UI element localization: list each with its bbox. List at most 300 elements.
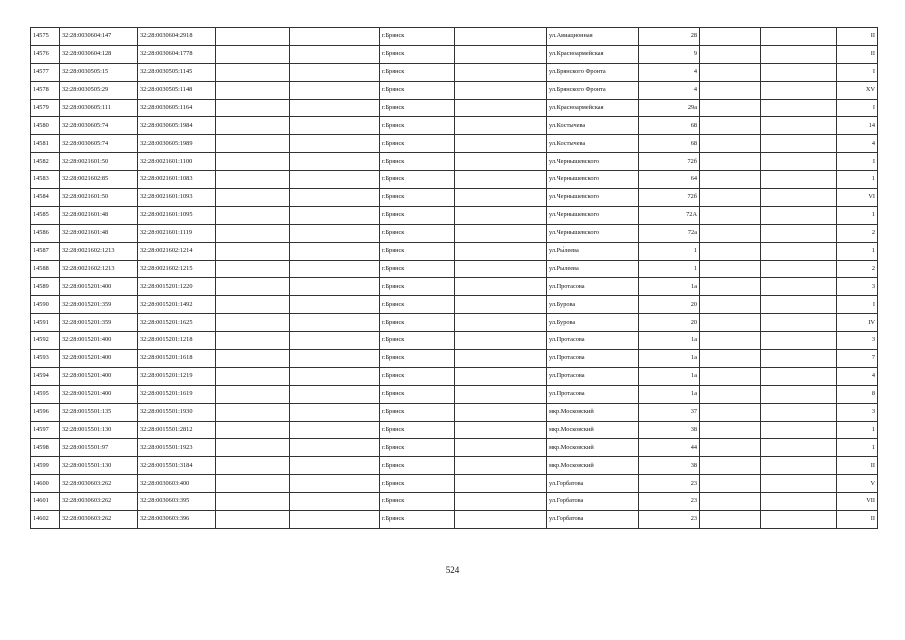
cell-premises-number: XV	[837, 81, 878, 99]
cell-land-cadastral-number: 32:28:0015201:359	[60, 314, 138, 332]
cell-premises-number: V	[837, 475, 878, 493]
cell-street: мкр.Московский	[547, 439, 639, 457]
cell-land-cadastral-number: 32:28:0030605:74	[60, 135, 138, 153]
cell-blank-col-10	[700, 135, 761, 153]
cell-blank-col-7	[455, 350, 547, 368]
cell-object-cadastral-number: 32:28:0030605:1164	[138, 99, 216, 117]
cell-land-cadastral-number: 32:28:0021601:50	[60, 189, 138, 207]
cell-row-number: 14599	[31, 457, 60, 475]
cell-blank-col-5	[290, 224, 380, 242]
cell-blank-col-4	[216, 206, 290, 224]
cell-blank-col-10	[700, 475, 761, 493]
cell-street: ул.Брянского Фронта	[547, 81, 639, 99]
cell-city: г.Брянск	[380, 206, 455, 224]
table-row	[31, 475, 878, 493]
cell-premises-number: 3	[837, 278, 878, 296]
table-row	[31, 224, 878, 242]
cell-blank-col-7	[455, 206, 547, 224]
cell-city: г.Брянск	[380, 296, 455, 314]
cell-land-cadastral-number: 32:28:0021601:48	[60, 206, 138, 224]
cell-blank-col-11	[761, 421, 837, 439]
cell-premises-number: 3	[837, 332, 878, 350]
cell-blank-col-10	[700, 296, 761, 314]
cell-blank-col-7	[455, 457, 547, 475]
cell-street: ул.Костычева	[547, 135, 639, 153]
cell-object-cadastral-number: 32:28:0015201:1625	[138, 314, 216, 332]
cell-row-number: 14595	[31, 385, 60, 403]
table-row	[31, 99, 878, 117]
cell-blank-col-11	[761, 242, 837, 260]
cell-blank-col-7	[455, 475, 547, 493]
registry-table	[30, 27, 878, 529]
cell-blank-col-4	[216, 99, 290, 117]
cell-object-cadastral-number: 32:28:0015201:1218	[138, 332, 216, 350]
cell-premises-number: 1	[837, 439, 878, 457]
cell-land-cadastral-number: 32:28:0015501:135	[60, 403, 138, 421]
cell-house-number: 4	[639, 63, 700, 81]
cell-blank-col-5	[290, 206, 380, 224]
cell-blank-col-5	[290, 28, 380, 46]
table-row	[31, 206, 878, 224]
cell-blank-col-5	[290, 332, 380, 350]
cell-blank-col-5	[290, 511, 380, 529]
cell-blank-col-10	[700, 439, 761, 457]
cell-blank-col-5	[290, 99, 380, 117]
cell-blank-col-11	[761, 206, 837, 224]
cell-city: г.Брянск	[380, 385, 455, 403]
table-row	[31, 385, 878, 403]
table-row	[31, 296, 878, 314]
cell-blank-col-5	[290, 296, 380, 314]
cell-city: г.Брянск	[380, 403, 455, 421]
cell-blank-col-11	[761, 332, 837, 350]
cell-land-cadastral-number: 32:28:0015201:400	[60, 385, 138, 403]
cell-premises-number: VII	[837, 493, 878, 511]
cell-blank-col-11	[761, 314, 837, 332]
cell-premises-number: VI	[837, 189, 878, 207]
cell-blank-col-7	[455, 224, 547, 242]
cell-premises-number: 3	[837, 403, 878, 421]
cell-city: г.Брянск	[380, 332, 455, 350]
cell-object-cadastral-number: 32:28:0015501:2812	[138, 421, 216, 439]
cell-premises-number: 4	[837, 135, 878, 153]
cell-row-number: 14582	[31, 153, 60, 171]
cell-row-number: 14600	[31, 475, 60, 493]
cell-blank-col-10	[700, 385, 761, 403]
cell-premises-number: I	[837, 153, 878, 171]
cell-blank-col-5	[290, 45, 380, 63]
cell-land-cadastral-number: 32:28:0021601:50	[60, 153, 138, 171]
cell-blank-col-4	[216, 350, 290, 368]
registry-table-body	[31, 28, 878, 529]
cell-premises-number: 7	[837, 350, 878, 368]
cell-blank-col-11	[761, 189, 837, 207]
cell-city: г.Брянск	[380, 242, 455, 260]
cell-house-number: 68	[639, 117, 700, 135]
cell-blank-col-5	[290, 314, 380, 332]
cell-blank-col-10	[700, 28, 761, 46]
cell-blank-col-10	[700, 45, 761, 63]
cell-premises-number: 14	[837, 117, 878, 135]
cell-house-number: 1а	[639, 385, 700, 403]
cell-street: ул.Чернышевского	[547, 171, 639, 189]
cell-object-cadastral-number: 32:28:0015501:1923	[138, 439, 216, 457]
cell-blank-col-10	[700, 171, 761, 189]
cell-blank-col-7	[455, 45, 547, 63]
cell-blank-col-7	[455, 153, 547, 171]
cell-row-number: 14592	[31, 332, 60, 350]
cell-house-number: 68	[639, 135, 700, 153]
cell-blank-col-7	[455, 189, 547, 207]
cell-street: ул.Красноармейская	[547, 99, 639, 117]
cell-blank-col-5	[290, 457, 380, 475]
cell-blank-col-10	[700, 350, 761, 368]
cell-blank-col-5	[290, 350, 380, 368]
cell-premises-number: I	[837, 63, 878, 81]
cell-street: ул.Чернышевского	[547, 224, 639, 242]
cell-blank-col-11	[761, 63, 837, 81]
cell-blank-col-4	[216, 189, 290, 207]
cell-blank-col-10	[700, 63, 761, 81]
cell-premises-number: II	[837, 511, 878, 529]
cell-land-cadastral-number: 32:28:0030605:74	[60, 117, 138, 135]
cell-premises-number: 2	[837, 260, 878, 278]
cell-land-cadastral-number: 32:28:0030505:29	[60, 81, 138, 99]
cell-blank-col-11	[761, 153, 837, 171]
table-row	[31, 135, 878, 153]
cell-row-number: 14581	[31, 135, 60, 153]
cell-blank-col-4	[216, 28, 290, 46]
cell-blank-col-10	[700, 314, 761, 332]
cell-object-cadastral-number: 32:28:0021601:1119	[138, 224, 216, 242]
cell-blank-col-11	[761, 81, 837, 99]
table-row	[31, 493, 878, 511]
cell-object-cadastral-number: 32:28:0030505:1148	[138, 81, 216, 99]
cell-blank-col-11	[761, 385, 837, 403]
cell-row-number: 14598	[31, 439, 60, 457]
cell-premises-number: 4	[837, 367, 878, 385]
cell-blank-col-4	[216, 457, 290, 475]
cell-blank-col-4	[216, 117, 290, 135]
cell-object-cadastral-number: 32:28:0021602:1214	[138, 242, 216, 260]
cell-object-cadastral-number: 32:28:0030603:395	[138, 493, 216, 511]
cell-city: г.Брянск	[380, 224, 455, 242]
cell-land-cadastral-number: 32:28:0015501:130	[60, 421, 138, 439]
cell-premises-number: II	[837, 45, 878, 63]
cell-row-number: 14586	[31, 224, 60, 242]
cell-object-cadastral-number: 32:28:0021601:1093	[138, 189, 216, 207]
cell-blank-col-5	[290, 260, 380, 278]
cell-row-number: 14576	[31, 45, 60, 63]
cell-blank-col-11	[761, 475, 837, 493]
cell-premises-number: II	[837, 457, 878, 475]
cell-city: г.Брянск	[380, 45, 455, 63]
cell-row-number: 14596	[31, 403, 60, 421]
cell-street: ул.Брянского Фронта	[547, 63, 639, 81]
cell-land-cadastral-number: 32:28:0030603:262	[60, 475, 138, 493]
cell-house-number: 23	[639, 511, 700, 529]
cell-blank-col-11	[761, 350, 837, 368]
cell-street: ул.Бурова	[547, 314, 639, 332]
table-row	[31, 63, 878, 81]
cell-city: г.Брянск	[380, 81, 455, 99]
cell-blank-col-10	[700, 153, 761, 171]
cell-blank-col-4	[216, 224, 290, 242]
cell-land-cadastral-number: 32:28:0030605:111	[60, 99, 138, 117]
cell-blank-col-5	[290, 278, 380, 296]
cell-blank-col-11	[761, 224, 837, 242]
cell-street: ул.Горбатова	[547, 493, 639, 511]
cell-blank-col-5	[290, 439, 380, 457]
cell-blank-col-7	[455, 99, 547, 117]
cell-premises-number: 1	[837, 206, 878, 224]
cell-street: ул.Протасова	[547, 350, 639, 368]
cell-house-number: 20	[639, 296, 700, 314]
cell-street: мкр.Московский	[547, 457, 639, 475]
cell-city: г.Брянск	[380, 350, 455, 368]
cell-house-number: 20	[639, 314, 700, 332]
cell-blank-col-4	[216, 135, 290, 153]
cell-blank-col-5	[290, 493, 380, 511]
cell-object-cadastral-number: 32:28:0015201:1619	[138, 385, 216, 403]
cell-street: ул.Чернышевского	[547, 206, 639, 224]
cell-blank-col-11	[761, 439, 837, 457]
cell-city: г.Брянск	[380, 117, 455, 135]
cell-blank-col-4	[216, 278, 290, 296]
cell-house-number: 1а	[639, 278, 700, 296]
cell-object-cadastral-number: 32:28:0030605:1984	[138, 117, 216, 135]
cell-blank-col-11	[761, 457, 837, 475]
cell-blank-col-10	[700, 242, 761, 260]
cell-land-cadastral-number: 32:28:0015201:400	[60, 367, 138, 385]
cell-house-number: 72а	[639, 224, 700, 242]
cell-blank-col-11	[761, 99, 837, 117]
cell-house-number: 29а	[639, 99, 700, 117]
cell-blank-col-4	[216, 63, 290, 81]
cell-object-cadastral-number: 32:28:0015201:1220	[138, 278, 216, 296]
cell-city: г.Брянск	[380, 99, 455, 117]
cell-premises-number: 1	[837, 421, 878, 439]
cell-house-number: 38	[639, 421, 700, 439]
cell-row-number: 14583	[31, 171, 60, 189]
cell-city: г.Брянск	[380, 153, 455, 171]
cell-blank-col-11	[761, 493, 837, 511]
cell-object-cadastral-number: 32:28:0030603:400	[138, 475, 216, 493]
cell-house-number: 1	[639, 242, 700, 260]
cell-object-cadastral-number: 32:28:0030603:396	[138, 511, 216, 529]
cell-street: ул.Ры́леева	[547, 242, 639, 260]
cell-blank-col-7	[455, 367, 547, 385]
cell-blank-col-4	[216, 314, 290, 332]
cell-city: г.Брянск	[380, 314, 455, 332]
cell-blank-col-7	[455, 171, 547, 189]
cell-blank-col-5	[290, 403, 380, 421]
cell-blank-col-10	[700, 457, 761, 475]
cell-blank-col-10	[700, 206, 761, 224]
cell-blank-col-5	[290, 242, 380, 260]
cell-land-cadastral-number: 32:28:0030604:128	[60, 45, 138, 63]
cell-blank-col-10	[700, 493, 761, 511]
cell-blank-col-11	[761, 403, 837, 421]
cell-blank-col-7	[455, 439, 547, 457]
table-row	[31, 153, 878, 171]
cell-blank-col-5	[290, 63, 380, 81]
cell-city: г.Брянск	[380, 511, 455, 529]
cell-row-number: 14575	[31, 28, 60, 46]
cell-premises-number: 2	[837, 224, 878, 242]
cell-street: мкр.Московский	[547, 403, 639, 421]
cell-blank-col-5	[290, 153, 380, 171]
cell-blank-col-4	[216, 439, 290, 457]
cell-land-cadastral-number: 32:28:0030603:262	[60, 511, 138, 529]
cell-blank-col-4	[216, 385, 290, 403]
cell-land-cadastral-number: 32:28:0021602:85	[60, 171, 138, 189]
cell-row-number: 14602	[31, 511, 60, 529]
cell-land-cadastral-number: 32:28:0030505:15	[60, 63, 138, 81]
cell-street: ул.Протасова	[547, 278, 639, 296]
cell-blank-col-11	[761, 171, 837, 189]
cell-blank-col-5	[290, 135, 380, 153]
cell-city: г.Брянск	[380, 278, 455, 296]
cell-land-cadastral-number: 32:28:0021602:1213	[60, 242, 138, 260]
cell-premises-number: II	[837, 28, 878, 46]
cell-row-number: 14591	[31, 314, 60, 332]
cell-city: г.Брянск	[380, 475, 455, 493]
table-row	[31, 439, 878, 457]
table-row	[31, 403, 878, 421]
table-row	[31, 117, 878, 135]
cell-blank-col-11	[761, 511, 837, 529]
cell-row-number: 14601	[31, 493, 60, 511]
table-row	[31, 28, 878, 46]
cell-land-cadastral-number: 32:28:0015201:359	[60, 296, 138, 314]
cell-blank-col-10	[700, 403, 761, 421]
cell-city: г.Брянск	[380, 493, 455, 511]
table-row	[31, 171, 878, 189]
cell-blank-col-4	[216, 171, 290, 189]
cell-object-cadastral-number: 32:28:0021602:1215	[138, 260, 216, 278]
cell-blank-col-10	[700, 260, 761, 278]
cell-blank-col-7	[455, 332, 547, 350]
cell-blank-col-7	[455, 403, 547, 421]
cell-house-number: 72б	[639, 189, 700, 207]
cell-blank-col-7	[455, 421, 547, 439]
cell-street: ул.Протасова	[547, 332, 639, 350]
table-row	[31, 350, 878, 368]
cell-blank-col-10	[700, 81, 761, 99]
cell-street: ул.Чернышевского	[547, 153, 639, 171]
cell-street: ул.Костычева	[547, 117, 639, 135]
cell-blank-col-10	[700, 117, 761, 135]
table-row	[31, 45, 878, 63]
cell-blank-col-4	[216, 367, 290, 385]
cell-row-number: 14587	[31, 242, 60, 260]
cell-blank-col-7	[455, 385, 547, 403]
cell-blank-col-4	[216, 421, 290, 439]
cell-blank-col-11	[761, 117, 837, 135]
cell-object-cadastral-number: 32:28:0015201:1492	[138, 296, 216, 314]
cell-blank-col-11	[761, 28, 837, 46]
cell-blank-col-4	[216, 511, 290, 529]
cell-land-cadastral-number: 32:28:0030604:147	[60, 28, 138, 46]
cell-blank-col-4	[216, 332, 290, 350]
cell-city: г.Брянск	[380, 28, 455, 46]
cell-premises-number: IV	[837, 314, 878, 332]
cell-street: ул.Горбатова	[547, 511, 639, 529]
cell-land-cadastral-number: 32:28:0015201:400	[60, 350, 138, 368]
cell-row-number: 14584	[31, 189, 60, 207]
cell-blank-col-11	[761, 45, 837, 63]
cell-city: г.Брянск	[380, 421, 455, 439]
table-row	[31, 421, 878, 439]
cell-blank-col-4	[216, 260, 290, 278]
cell-street: ул.Рылеева	[547, 260, 639, 278]
cell-row-number: 14594	[31, 367, 60, 385]
page-number: 524	[445, 565, 460, 575]
cell-blank-col-7	[455, 493, 547, 511]
cell-house-number: 64	[639, 171, 700, 189]
cell-blank-col-5	[290, 367, 380, 385]
cell-object-cadastral-number: 32:28:0030605:1989	[138, 135, 216, 153]
cell-house-number: 44	[639, 439, 700, 457]
cell-city: г.Брянск	[380, 367, 455, 385]
cell-blank-col-5	[290, 475, 380, 493]
cell-city: г.Брянск	[380, 171, 455, 189]
cell-blank-col-7	[455, 242, 547, 260]
cell-blank-col-4	[216, 296, 290, 314]
cell-object-cadastral-number: 32:28:0030505:1145	[138, 63, 216, 81]
cell-object-cadastral-number: 32:28:0021601:1083	[138, 171, 216, 189]
cell-street: ул.Чернышевского	[547, 189, 639, 207]
cell-blank-col-7	[455, 260, 547, 278]
cell-object-cadastral-number: 32:28:0015501:1930	[138, 403, 216, 421]
cell-blank-col-10	[700, 421, 761, 439]
cell-land-cadastral-number: 32:28:0015501:130	[60, 457, 138, 475]
cell-house-number: 38	[639, 457, 700, 475]
table-row	[31, 81, 878, 99]
cell-row-number: 14580	[31, 117, 60, 135]
cell-blank-col-11	[761, 260, 837, 278]
cell-blank-col-7	[455, 63, 547, 81]
cell-object-cadastral-number: 32:28:0030604:2918	[138, 28, 216, 46]
cell-street: ул.Протасова	[547, 385, 639, 403]
cell-row-number: 14578	[31, 81, 60, 99]
cell-blank-col-10	[700, 511, 761, 529]
cell-house-number: 72б	[639, 153, 700, 171]
cell-street: ул.Протасова	[547, 367, 639, 385]
cell-blank-col-7	[455, 135, 547, 153]
cell-blank-col-11	[761, 135, 837, 153]
cell-land-cadastral-number: 32:28:0030603:262	[60, 493, 138, 511]
table-row	[31, 242, 878, 260]
cell-blank-col-10	[700, 332, 761, 350]
cell-city: г.Брянск	[380, 63, 455, 81]
table-row	[31, 511, 878, 529]
cell-house-number: 1	[639, 260, 700, 278]
cell-row-number: 14597	[31, 421, 60, 439]
cell-object-cadastral-number: 32:28:0021601:1100	[138, 153, 216, 171]
cell-house-number: 28	[639, 28, 700, 46]
cell-row-number: 14577	[31, 63, 60, 81]
cell-blank-col-4	[216, 403, 290, 421]
cell-blank-col-7	[455, 314, 547, 332]
cell-blank-col-4	[216, 81, 290, 99]
cell-row-number: 14588	[31, 260, 60, 278]
cell-house-number: 9	[639, 45, 700, 63]
cell-land-cadastral-number: 32:28:0021601:48	[60, 224, 138, 242]
cell-land-cadastral-number: 32:28:0015201:400	[60, 278, 138, 296]
cell-house-number: 37	[639, 403, 700, 421]
